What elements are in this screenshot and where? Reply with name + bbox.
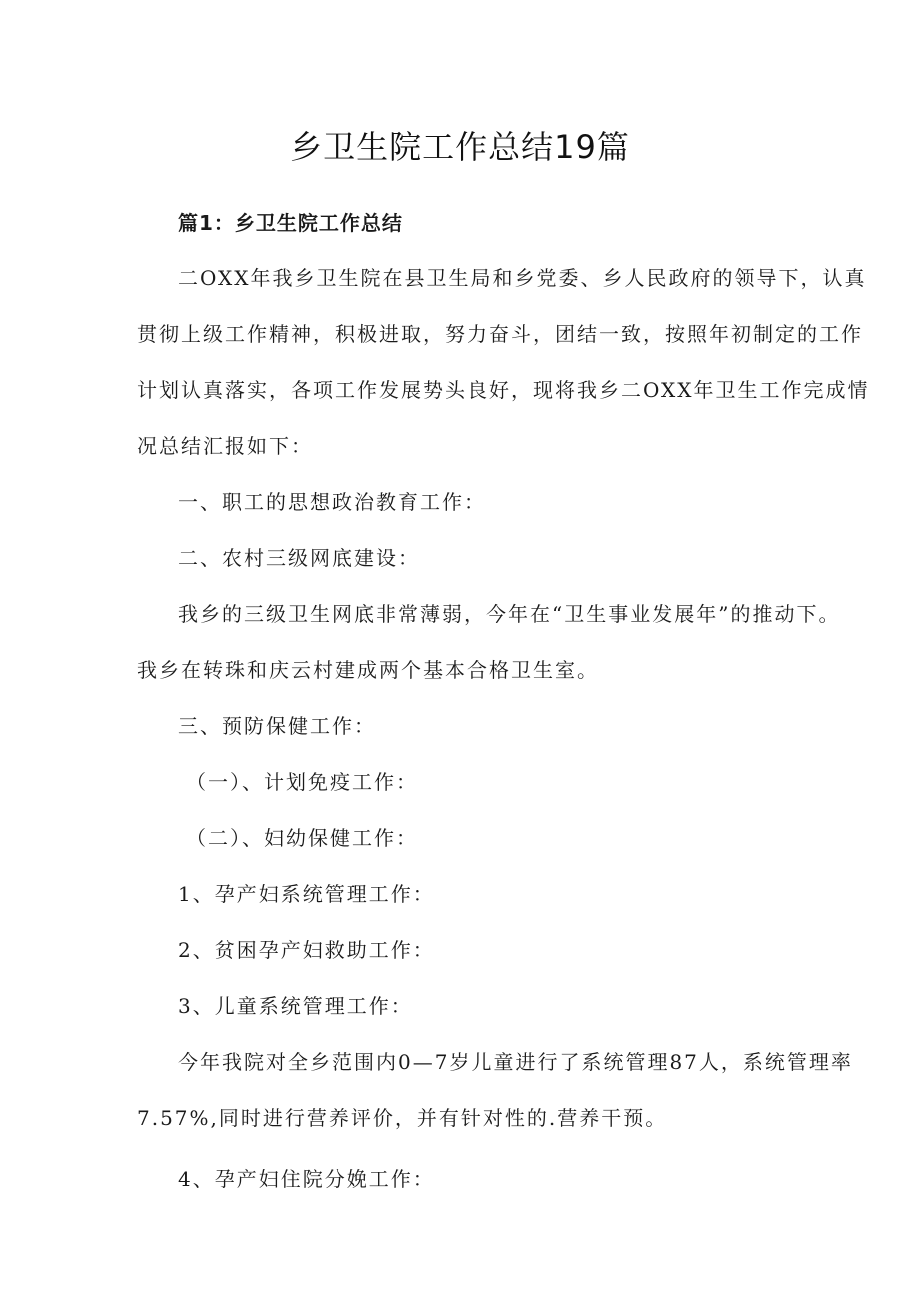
section-heading: 篇1：乡卫生院工作总结	[178, 211, 403, 235]
paragraph-line: 况总结汇报如下：	[137, 434, 313, 458]
subheading-line: 二、农村三级网底建设：	[178, 546, 420, 570]
paragraph-line: 我乡在转珠和庆云村建成两个基本合格卫生室。	[137, 658, 599, 682]
paragraph-line: 二OXX年我乡卫生院在县卫生局和乡党委、乡人民政府的领导下，认真	[178, 266, 867, 290]
list-item-line: 4、孕产妇住院分娩工作：	[178, 1167, 435, 1191]
subheading-line: 三、预防保健工作：	[178, 714, 376, 738]
subheading-line: （二）、妇幼保健工作：	[186, 826, 418, 850]
paragraph-line: 我乡的三级卫生网底非常薄弱，今年在“卫生事业发展年”的推动下。	[178, 602, 841, 626]
list-item-line: 3、儿童系统管理工作：	[178, 994, 413, 1018]
paragraph-line: 计划认真落实，各项工作发展势头良好，现将我乡二OXX年卫生工作完成情	[137, 378, 870, 402]
subheading-line: 一、职工的思想政治教育工作：	[178, 490, 486, 514]
subheading-line: （一）、计划免疫工作：	[186, 770, 418, 794]
list-item-line: 1、孕产妇系统管理工作：	[178, 882, 435, 906]
paragraph-line: 贯彻上级工作精神，积极进取，努力奋斗，团结一致，按照年初制定的工作	[137, 322, 863, 346]
paragraph-line: 7.57%,同时进行营养评价，并有针对性的.营养干预。	[137, 1106, 668, 1130]
list-item-line: 2、贫困孕产妇救助工作：	[178, 938, 435, 962]
paragraph-line: 今年我院对全乡范围内0—7岁儿童进行了系统管理87人，系统管理率	[178, 1050, 853, 1074]
document-title: 乡卫生院工作总结19篇	[290, 128, 630, 166]
